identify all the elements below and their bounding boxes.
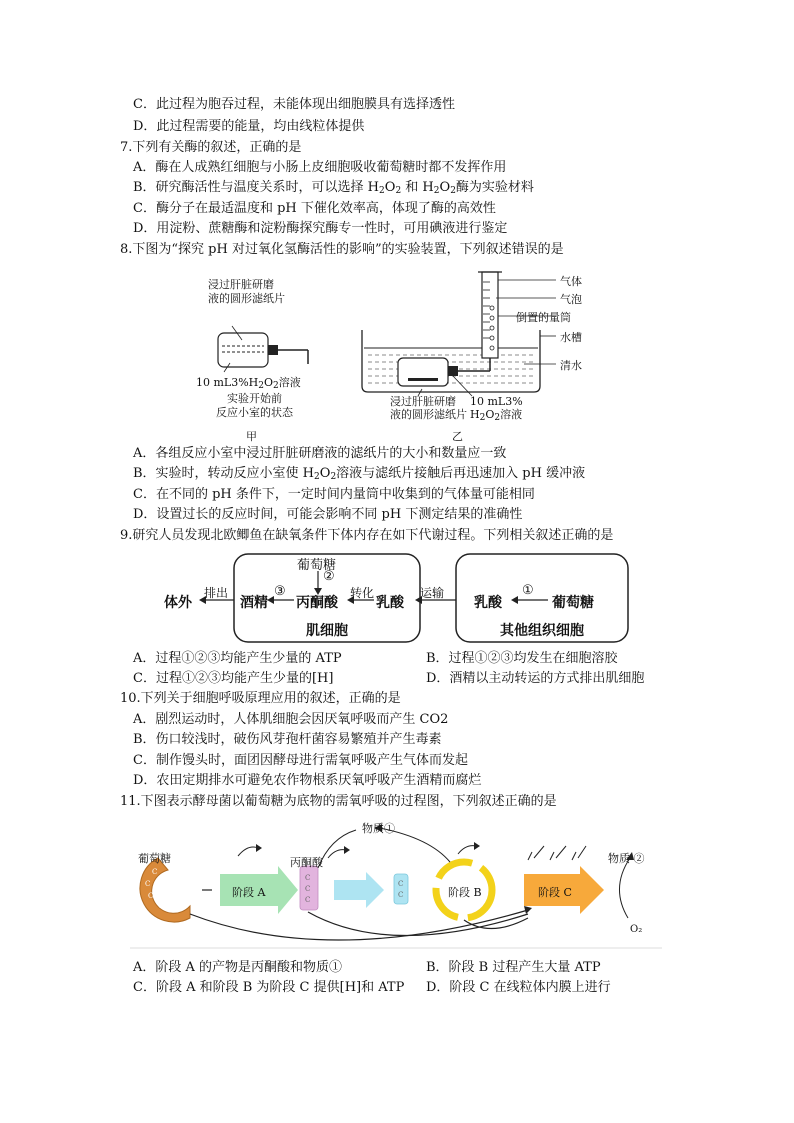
svg-text:C: C [398, 880, 404, 888]
q10-option-d: D．农田定期排水可避免农作物根系厌氧呼吸产生酒精而腐烂 [133, 773, 482, 788]
q11-label-pyruvate: 丙酮酸 [290, 856, 323, 869]
q8-figure-jia: 甲 [246, 430, 257, 443]
q8-option-c: C．在不同的 pH 条件下，一定时间内量筒中收集到的气体量可能相同 [133, 487, 535, 502]
q10-option-a: A．剧烈运动时，人体肌细胞会因厌氧呼吸而产生 CO2 [133, 712, 449, 727]
svg-text:C: C [158, 902, 164, 910]
svg-text:C: C [152, 868, 158, 876]
q9-lactate-other: 乳酸 [474, 595, 502, 611]
q9-muscle-cell: 肌细胞 [306, 623, 348, 639]
q6-option-d: D．此过程需要的能量，均由线粒体提供 [133, 119, 365, 134]
q9-process-3: ③ [274, 584, 286, 599]
q9-option-d: D．酒精以主动转运的方式排出肌细胞 [426, 671, 645, 686]
q9-glucose-top: 葡萄糖 [297, 558, 337, 573]
q10-option-c: C．制作馒头时，面团因酵母进行需氧呼吸产生气体而发起 [133, 753, 468, 768]
q11-figure [130, 818, 662, 950]
q9-option-a: A．过程①②③均能产生少量的 ATP [133, 651, 342, 666]
q9-process-1: ① [522, 583, 534, 598]
q11-diagram-shapes [130, 818, 662, 950]
q9-alcohol: 酒精 [240, 595, 268, 611]
q8-label-water: 清水 [560, 359, 582, 372]
svg-text:C: C [398, 891, 404, 899]
q11-label-glucose: 葡萄糖 [138, 852, 171, 865]
q7-option-d: D．用淀粉、蔗糖酶和淀粉酶探究酶专一性时，可用碘液进行鉴定 [133, 221, 508, 236]
svg-text:C: C [305, 874, 311, 882]
q9-option-b: B．过程①②③均发生在细胞溶胶 [426, 651, 618, 666]
q8-figure [190, 268, 610, 443]
q8-stem: 8.下图为“探究 pH 对过氧化氢酶活性的影响”的实验装置，下列叙述错误的是 [120, 242, 564, 257]
q11-label-substance-2: 物质 ② [608, 852, 645, 865]
q7-option-c: C．酶分子在最适温度和 pH 下催化效率高，体现了酶的高效性 [133, 201, 496, 216]
q8-right-filter-label: 浸过肝脏研磨 液的圆形滤纸片 [390, 395, 467, 421]
q11-label-substance-1: 物质① [362, 822, 395, 835]
q11-option-d: D．阶段 C 在线粒体内膜上进行 [426, 980, 611, 995]
q9-stem: 9.研究人员发现北欧鲫鱼在缺氧条件下体内存在如下代谢过程。下列相关叙述正确的是 [120, 528, 614, 543]
q9-excrete: 排出 [204, 586, 229, 600]
q7-option-a: A．酶在人成熟红细胞与小肠上皮细胞吸收葡萄糖时都不发挥作用 [133, 160, 507, 175]
svg-text:C: C [148, 892, 154, 900]
q9-process-2: ② [323, 569, 335, 584]
q8-label-bubble: 气泡 [560, 293, 582, 306]
q10-stem: 10.下列关于细胞呼吸原理应用的叙述，正确的是 [120, 691, 401, 706]
q9-other-cell: 其他组织细胞 [500, 623, 584, 639]
svg-text:C: C [170, 906, 176, 914]
q8-option-b: B．实验时，转动反应小室使 $H_2O_2$溶液与滤纸片接触后再迅速加入 pH 缓冲液 [133, 466, 586, 482]
q9-glucose-other: 葡萄糖 [552, 595, 594, 611]
q8-option-a: A．各组反应小室中浸过肝脏研磨液的滤纸片的大小和数量应一致 [133, 446, 507, 461]
q8-label-cylinder: 倒置的量筒 [516, 311, 571, 324]
q8-left-filter-label: 浸过肝脏研磨 液的圆形滤纸片 [208, 278, 285, 305]
q11-option-a: A．阶段 A 的产物是丙酮酸和物质① [133, 960, 343, 975]
q7-option-b: B．研究酶活性与温度关系时，可以选择 $H_2O_2$ 和 $H_2O_2$酶为实验材料 [133, 180, 534, 196]
q9-convert: 转化 [350, 586, 375, 600]
svg-text:C: C [305, 885, 311, 893]
q11-stage-b: 阶段 B [448, 886, 482, 899]
q8-label-tank: 水槽 [560, 331, 582, 344]
q11-stage-a: 阶段 A [232, 886, 266, 899]
q9-pyruvate: 丙酮酸 [296, 595, 338, 611]
svg-text:C: C [145, 880, 151, 888]
svg-text:C: C [305, 896, 311, 904]
q9-outside: 体外 [164, 595, 192, 611]
q11-option-c: C．阶段 A 和阶段 B 为阶段 C 提供[H]和 ATP [133, 980, 405, 995]
q11-stem: 11.下图表示酵母菌以葡萄糖为底物的需氧呼吸的过程图，下列叙述正确的是 [120, 794, 557, 809]
q11-label-o2: O₂ [630, 924, 643, 935]
q9-lactate: 乳酸 [376, 595, 404, 611]
q8-left-caption: 实验开始前 反应小室的状态 [216, 392, 293, 419]
q8-figure-yi: 乙 [452, 430, 463, 443]
q9-figure [160, 550, 640, 646]
q9-option-c: C．过程①②③均能产生少量的[H] [133, 671, 334, 686]
q8-option-d: D．设置过长的反应时间，可能会影响不同 pH 下测定结果的准确性 [133, 507, 523, 522]
q11-stage-c: 阶段 C [538, 886, 572, 899]
q8-right-solution-label: 10 mL3% $H_2O_2$溶液 [470, 395, 523, 423]
q9-transport: 运输 [420, 586, 445, 600]
q8-label-gas: 气体 [560, 275, 582, 288]
q7-stem: 7.下列有关酶的叙述，正确的是 [120, 140, 302, 155]
q6-option-c: C．此过程为胞吞过程，未能体现出细胞膜具有选择透性 [133, 97, 455, 112]
q10-option-b: B．伤口较浅时，破伤风芽孢杆菌容易繁殖并产生毒素 [133, 732, 442, 747]
q11-option-b: B．阶段 B 过程产生大量 ATP [426, 960, 601, 975]
q8-left-solution-label: 10 $mL3\%H_2O_2$溶液 [196, 376, 301, 391]
